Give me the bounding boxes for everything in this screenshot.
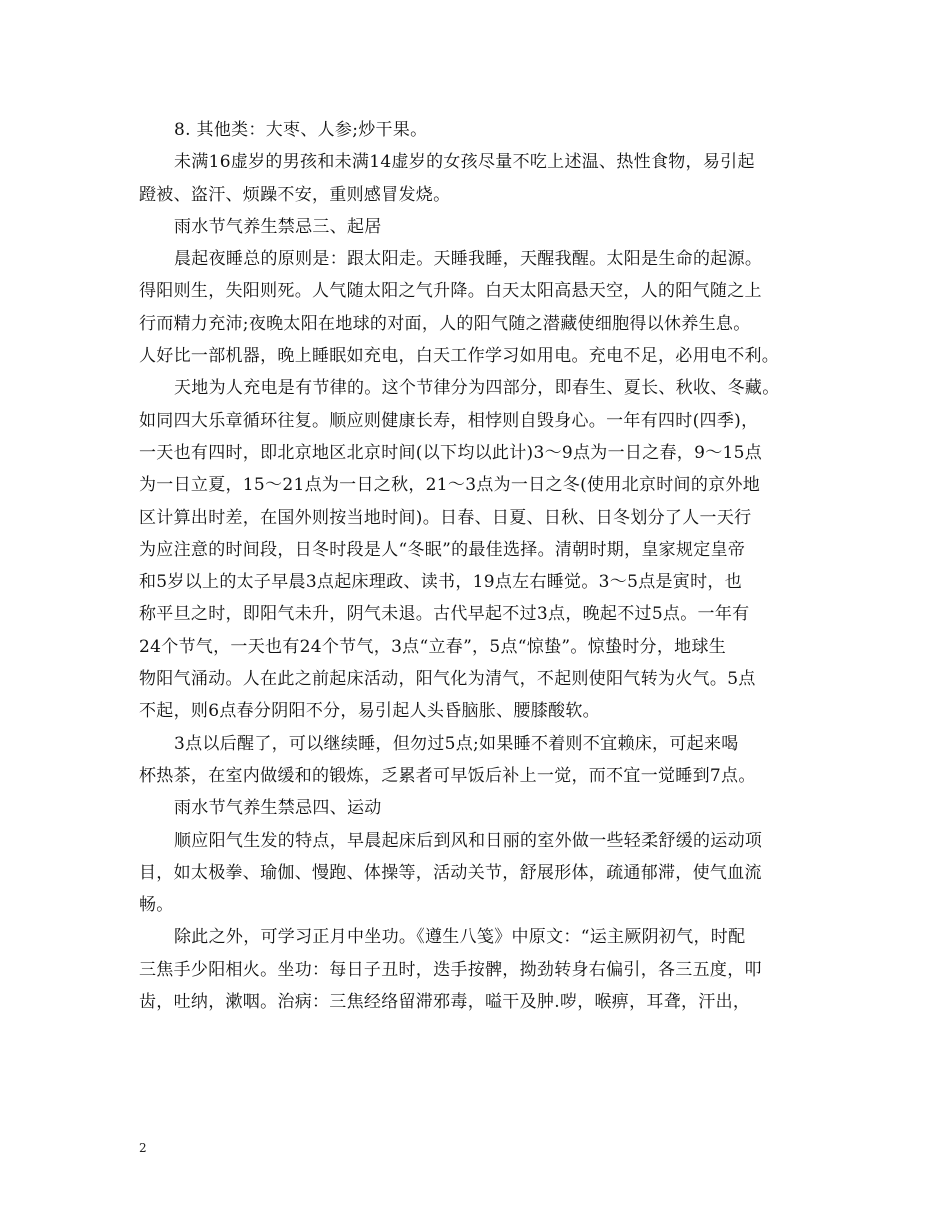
- text-line: 雨水节气养生禁忌三、起居: [174, 216, 382, 237]
- text-line: 未满16虚岁的男孩和未满14虚岁的女孩尽量不吃上述温、热性食物，易引起: [174, 152, 755, 173]
- text-line: 除此之外，可学习正月中坐功。《遵生八笺》中原文：“运主厥阴初气，时配: [174, 927, 746, 948]
- text-line: 如同四大乐章循环往复。顺应则健康长寿，相悖则自毁身心。一年有四时(四季)，: [139, 410, 759, 431]
- text-line: 三焦手少阳相火。坐功：每日子丑时，迭手按髀，拗劲转身右偏引，各三五度，叩: [139, 959, 762, 980]
- text-line: 齿，吐纳，漱咽。治病：三焦经络留滞邪毒，嗌干及肿.哕，喉痹，耳聋，汗出，: [139, 992, 751, 1013]
- text-line: 为一日立夏，15～21点为一日之秋，21～3点为一日之冬(使用北京时间的京外地: [139, 475, 761, 496]
- text-line: 称平旦之时，即阳气未升，阴气未退。古代早起不过3点，晚起不过5点。一年有: [139, 604, 750, 625]
- text-line: 和5岁以上的太子早晨3点起床理政、读书，19点左右睡觉。3～5点是寅时，也: [139, 572, 742, 593]
- text-line: 得阳则生，失阳则死。人气随太阳之气升降。白天太阳高悬天空，人的阳气随之上: [139, 281, 762, 302]
- text-line: 目，如太极拳、瑜伽、慢跑、体操等，活动关节，舒展形体，疏通郁滞，使气血流: [139, 862, 762, 883]
- text-line: 为应注意的时间段，日冬时段是人“冬眠”的最佳选择。清朝时期，皇家规定皇帝: [139, 539, 746, 560]
- text-line: 蹬被、盗汗、烦躁不安，重则感冒发烧。: [139, 184, 451, 205]
- text-line: 雨水节气养生禁忌四、运动: [174, 798, 382, 819]
- text-line: 不起，则6点春分阴阳不分，易引起人头昏脑胀、腰膝酸软。: [139, 701, 600, 722]
- text-line: 24个节气，一天也有24个节气，3点“立春”，5点“惊蛰”。惊蛰时分，地球生: [139, 636, 727, 657]
- text-line: 畅。: [139, 895, 174, 916]
- text-line: 行而精力充沛;夜晚太阳在地球的对面，人的阳气随之潜藏使细胞得以休养生息。: [139, 313, 751, 334]
- text-line: 区计算出时差，在国外则按当地时间)。日春、日夏、日秋、日冬划分了人一天行: [139, 507, 752, 528]
- text-line: 顺应阳气生发的特点，早晨起床后到风和日丽的室外做一些轻柔舒缓的运动项: [174, 830, 763, 851]
- document-body: [139, 114, 824, 1018]
- text-line: 晨起夜睡总的原则是：跟太阳走。天睡我睡，天醒我醒。太阳是生命的起源。: [174, 249, 763, 270]
- page-number: 2: [139, 1141, 147, 1155]
- text-line: 人好比一部机器，晚上睡眠如充电，白天工作学习如用电。充电不足，必用电不利。: [139, 346, 780, 367]
- text-line: 一天也有四时，即北京地区北京时间(以下均以此计)3～9点为一日之春，9～15点: [139, 442, 763, 463]
- text-line: 天地为人充电是有节律的。这个节律分为四部分，即春生、夏长、秋收、冬藏。: [174, 378, 780, 399]
- text-line: 3点以后醒了，可以继续睡，但勿过5点;如果睡不着则不宜赖床，可起来喝: [174, 733, 739, 754]
- text-line: 8. 其他类：大枣、人参;炒干果。: [174, 120, 428, 140]
- text-line: 物阳气涌动。人在此之前起床活动，阳气化为清气，不起则使阳气转为火气。5点: [139, 669, 756, 690]
- text-line: 杯热茶，在室内做缓和的锻炼，乏累者可早饭后补上一觉，而不宜一觉睡到7点。: [139, 765, 756, 786]
